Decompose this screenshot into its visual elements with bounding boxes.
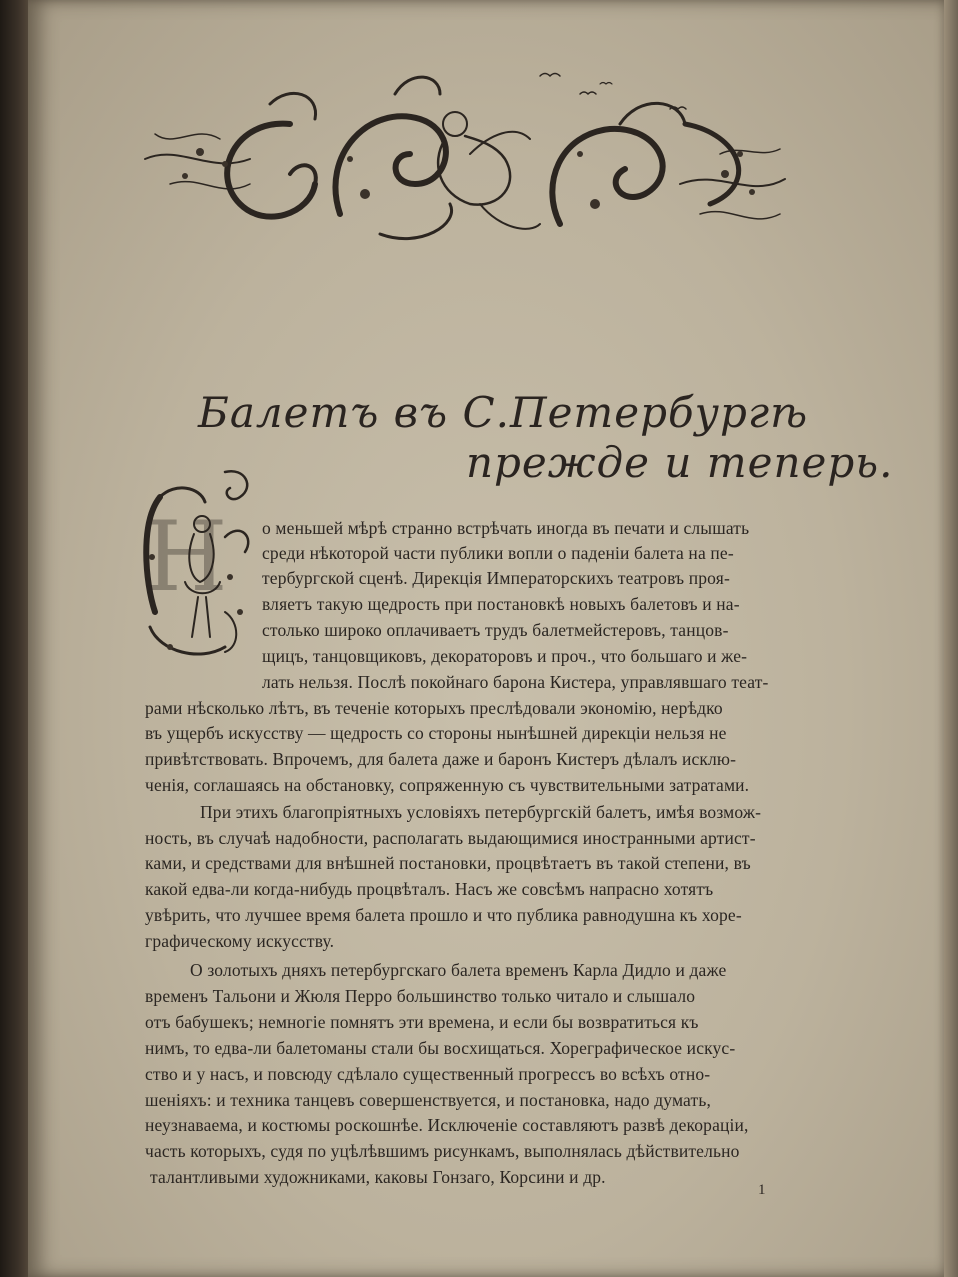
text-line: отъ бабушекъ; немногіе помнятъ эти времена, и если бы возвратиться къ [145,1012,699,1032]
decorated-initial [130,462,260,672]
text-line: графическому искусству. [145,931,335,951]
ornamental-headpiece [140,64,790,254]
text-line: ками, и средствами для внѣшней постановки, процвѣтаетъ въ такой степени, въ [145,853,751,873]
text-line: нимъ, то едва-ли балетоманы стали бы восхищаться. Хореграфическое искус- [145,1038,736,1058]
text-line: какой едва-ли когда-нибудь процвѣталъ. Насъ же совсѣмъ напрасно хотятъ [145,879,714,899]
text-line: ченія, соглашаясь на обстановку, сопряженную съ чувствительными затратами. [145,775,750,795]
text-line: лать нельзя. Послѣ покойнаго барона Кистера, управлявшаго теат- [262,672,769,692]
book-gutter [0,0,30,1277]
text-line: увѣрить, что лучшее время балета прошло и что публика равнодушна къ хоре- [145,905,742,925]
text-line: При этихъ благопріятныхъ условіяхъ петербургскій балетъ, имѣя возмож- [200,802,762,822]
text-line: О золотыхъ дняхъ петербургскаго балета временъ Карла Дидло и даже [190,960,727,980]
text-line: талантливыми художниками, каковы Гонзаго, Корсини и др. [150,1167,606,1187]
text-line: часть которыхъ, судя по уцѣлѣвшимъ рисункамъ, выполнялась дѣйствительно [145,1141,740,1161]
text-line: ство и у насъ, и повсюду сдѣлало существенный прогрессъ во всѣхъ отно- [145,1064,711,1084]
text-line: привѣтствовать. Впрочемъ, для балета даже и баронъ Кистеръ дѣлалъ исклю- [145,749,737,769]
page-edge [944,0,958,1277]
text-line: шеніяхъ: и техника танцевъ совершенствуется, и постановка, надо думать, [145,1090,711,1110]
text-line: въ ущербъ искусству — щедрость со стороны нынѣшней дирекціи нельзя не [145,723,727,743]
text-line: столько широко оплачиваетъ трудъ балетмейстеровъ, танцов- [262,620,729,640]
page-number: 1 [758,1182,766,1198]
text-line: среди нѣкоторой части публики вопли о паденіи балета на пе- [262,543,734,563]
dropcap-letter: Н [144,501,228,613]
page-title-line-2: прежде и теперь. [466,438,894,487]
page-title-line-1: Балетъ въ С.Петербургѣ [198,388,809,437]
text-line: о меньшей мѣрѣ странно встрѣчать иногда въ печати и слышать [262,518,750,538]
text-line: временъ Тальони и Жюля Перро большинство только читало и слышало [145,986,696,1006]
text-line: щицъ, танцовщиковъ, декораторовъ и проч., что большаго и же- [262,646,748,666]
text-line: неузнаваема, и костюмы роскошнѣе. Исключеніе составляютъ развѣ декораціи, [145,1115,749,1135]
text-line: рами нѣсколько лѣтъ, въ теченіе которыхъ преслѣдовали экономію, нерѣдко [145,698,723,718]
text-line: вляетъ такую щедрость при постановкѣ новыхъ балетовъ и на- [262,594,740,614]
text-line: ность, въ случаѣ надобности, располагать выдающимися иностранными артист- [145,828,756,848]
text-line: тербургской сценѣ. Дирекція Императорскихъ театровъ проя- [262,568,730,588]
